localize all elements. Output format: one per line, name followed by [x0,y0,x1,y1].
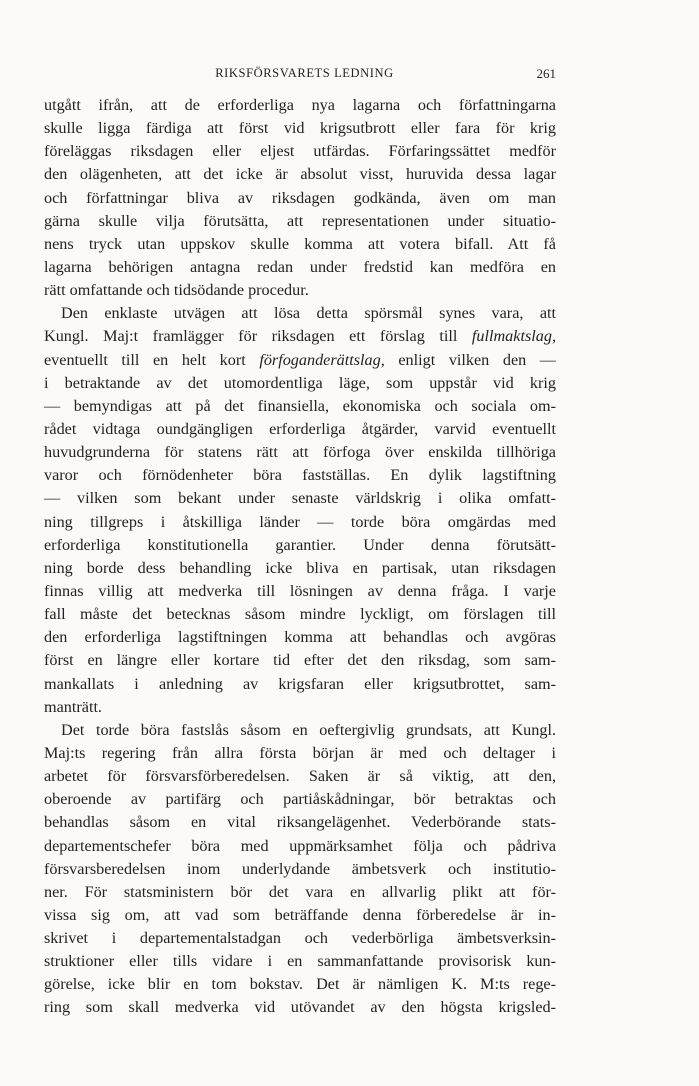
text-line [44,210,556,233]
text-line [44,835,556,858]
text-segment: nens tryck utan uppskov skulle komma att votera bifall. Att få [44,234,556,253]
text-segment: huvudgrunderna för statens rätt att förfoga över enskilda tillhöriga [44,443,556,462]
text-line [44,464,556,487]
text-line [44,534,556,557]
text-line [44,904,556,927]
text-line [44,557,556,580]
text-segment: gärna skulle vilja förutsätta, att representationen under situatio- [44,211,556,230]
text-line [44,487,556,510]
page-number: 261 [536,66,556,81]
text-line [44,279,556,302]
text-line [44,696,556,719]
text-line [44,973,556,996]
text-segment: varor och förnödenheter böra fastställas. En dylik lagstiftning [44,466,556,485]
text-segment: oberoende av partifärg och partiåskådningar, bör betraktas och [44,790,556,809]
text-segment: ner. För statsministern bör det vara en allvarlig plikt att för- [44,882,556,901]
text-segment: Den enklaste utvägen att lösa detta spörsmål synes vara, att [61,304,556,323]
text-line [44,719,556,742]
text-segment: i betraktande av det utomordentliga läge, som uppstår vid krig [44,373,556,392]
text-segment: vissa sig om, att vad som beträffande denna förberedelse är in- [44,905,556,924]
text-line [44,673,556,696]
text-line [44,325,556,348]
text-segment: Det torde böra fastslås såsom en oeftergivlig grundsats, att Kungl. [61,720,556,739]
text-segment: den olägenheten, att det icke är absolut visst, huruvida dessa lagar [44,165,556,184]
text-segment: rådet vidtaga oundgängligen erforderliga åtgärder, varvid eventuellt [44,419,556,438]
text-segment: försvarsberedelsen inom underlydande ämbetsverk och institutio- [44,859,556,878]
body-text [44,94,556,1020]
text-segment: behandlas såsom en vital riksangelägenhet. Vederbörande stats- [44,813,556,832]
text-line [44,441,556,464]
text-segment: skrivet i departementalstadgan och vederbörliga ämbetsverksin- [44,929,556,948]
text-line [44,187,556,210]
text-line [44,511,556,534]
text-line [44,233,556,256]
text-segment: manträtt. [44,697,102,716]
text-line [44,302,556,325]
text-segment: Maj:ts regering från allra första början är med och deltager i [44,743,556,762]
text-line [44,927,556,950]
text-segment: ning tillgreps i åtskilliga länder — torde böra omgärdas med [44,512,556,531]
text-line [44,580,556,603]
text-line [44,881,556,904]
text-segment: erforderliga konstitutionella garantier. Under denna förutsätt- [44,535,556,554]
text-segment: ring som skall medverka vid utövandet av den högsta krigsled- [44,998,556,1017]
text-line [44,996,556,1019]
text-segment: — bemyndigas att på det finansiella, ekonomiska och sociala om- [44,396,556,415]
text-line [44,372,556,395]
text-line [44,765,556,788]
italic-term: fullmaktslag, [471,327,556,346]
text-segment: och författningar bliva av riksdagen godkända, även om man [44,188,556,207]
text-segment: mankallats i anledning av krigsfaran eller krigsutbrottet, sam- [44,674,556,693]
text-line [44,94,556,117]
text-line [44,603,556,626]
text-segment: finnas villig att medverka till lösningen av denna fråga. I varje [44,581,556,600]
text-line [44,418,556,441]
text-line [44,395,556,418]
text-line [44,140,556,163]
text-line [44,349,556,372]
text-segment: arbetet för försvarsförberedelsen. Saken är så viktig, att den, [44,767,556,786]
text-segment: fall måste det betecknas såsom mindre lyckligt, om förslagen till [44,605,556,624]
text-segment: den erforderliga lagstiftningen komma att behandlas och avgöras [44,628,556,647]
text-segment: föreläggas riksdagen eller eljest utfärdas. Förfaringssättet medför [44,142,556,161]
text-segment: först en längre eller kortare tid efter det den riksdag, som sam- [44,651,556,670]
text-line [44,256,556,279]
text-line [44,788,556,811]
text-segment: Kungl. Maj:t framlägger för riksdagen ett förslag till [44,327,472,346]
italic-term: förfoganderättslag, [259,350,385,369]
text-segment: enligt vilken den — [384,350,556,369]
text-line [44,858,556,881]
text-segment: görelse, icke blir en tom bokstav. Det är nämligen K. M:ts rege- [44,975,556,994]
text-segment: ning borde dess behandling icke bliva en partisak, utan riksdagen [44,558,556,577]
text-segment: — vilken som bekant under senaste världskrig i olika omfatt- [44,489,556,508]
text-segment: lagarna behörigen antagna redan under fredstid kan medföra en [44,257,556,276]
text-line [44,811,556,834]
text-segment: skulle ligga färdiga att först vid krigsutbrott eller fara för krig [44,119,556,138]
running-head: RIKSFÖRSVARETS LEDNING [215,66,394,80]
text-line [44,163,556,186]
text-line [44,950,556,973]
text-segment: eventuellt till en helt kort [44,350,260,369]
text-line [44,117,556,140]
page-header [53,64,556,84]
text-line [44,742,556,765]
text-segment: rätt omfattande och tidsödande procedur. [44,281,309,300]
text-line [44,649,556,672]
text-segment: struktioner eller tills vidare i en sammanfattande provisorisk kun- [44,952,556,971]
text-segment: utgått ifrån, att de erforderliga nya lagarna och författningarna [44,96,556,114]
text-segment: departementschefer böra med uppmärksamhet följa och pådriva [44,836,556,855]
text-line [44,626,556,649]
